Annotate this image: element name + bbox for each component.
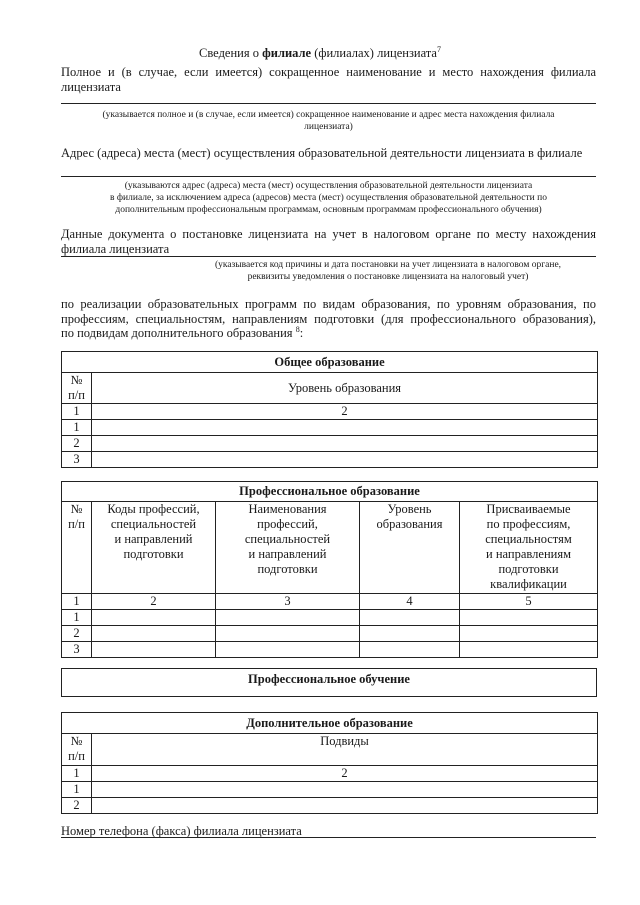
codes-cell[interactable] <box>92 626 216 642</box>
level-cell[interactable] <box>360 610 460 626</box>
table-row <box>62 642 598 658</box>
codes-cell[interactable] <box>92 610 216 626</box>
general-education-title: Общее образование <box>62 352 598 373</box>
header-qualification: Присваиваемые по профессиям, специальностям и направлениям подготовки квалификации <box>460 502 598 594</box>
names-cell[interactable] <box>216 626 360 642</box>
tax-doc-label: Данные документа о постановке лицензиата на учет в налоговом органе по месту нахождения <box>61 227 596 241</box>
qualification-cell[interactable] <box>460 626 598 642</box>
header-subtypes: Подвиды <box>92 734 598 766</box>
num-cell: 3 <box>216 594 360 610</box>
num-cell: 2 <box>92 404 598 420</box>
header-level: Уровень образования <box>92 373 598 404</box>
row-number: 1 <box>62 782 92 798</box>
branch-name-field-line[interactable] <box>61 103 596 104</box>
row-number: 1 <box>62 420 92 436</box>
programs-text-line1: по реализации образовательных программ по видам образования, по уровням образования, по <box>61 297 596 311</box>
header-no: № п/п <box>62 373 92 404</box>
general-education-table <box>61 351 598 468</box>
subtype-cell[interactable] <box>92 782 598 798</box>
header-level: Уровень образования <box>360 502 460 594</box>
level-cell[interactable] <box>360 626 460 642</box>
codes-cell[interactable] <box>92 642 216 658</box>
table-row <box>62 452 598 468</box>
qualification-cell[interactable] <box>460 610 598 626</box>
table-row <box>62 610 598 626</box>
footnote-marker-8: 8 <box>295 324 300 334</box>
header-codes: Коды профессий, специальностей и направлений подготовки <box>92 502 216 594</box>
professional-training-title: Профессиональное обучение <box>62 669 597 697</box>
additional-education-title: Дополнительное образование <box>62 713 598 734</box>
programs-text-line2: профессиям, специальностям, направлениям подготовки (для профессионального образования), <box>61 312 596 326</box>
num-cell: 1 <box>62 594 92 610</box>
additional-education-table <box>61 712 598 814</box>
phone-label: Номер телефона (факса) филиала лицензиата <box>61 824 302 838</box>
address-label: Адрес (адреса) места (мест) осуществления образовательной деятельности лицензиата в филиале <box>61 146 583 160</box>
num-cell: 1 <box>62 766 92 782</box>
branch-name-label-cont: лицензиата <box>61 80 121 94</box>
row-number: 2 <box>62 798 92 814</box>
row-number: 1 <box>62 610 92 626</box>
num-cell: 5 <box>460 594 598 610</box>
qualification-cell[interactable] <box>460 642 598 658</box>
branch-name-label: Полное и (в случае, если имеется) сокращенное наименование и место нахождения филиала <box>61 65 596 79</box>
level-cell[interactable] <box>92 420 598 436</box>
header-no: № п/п <box>62 502 92 594</box>
professional-education-table <box>61 481 598 658</box>
row-number: 3 <box>62 452 92 468</box>
num-cell: 2 <box>92 766 598 782</box>
names-cell[interactable] <box>216 610 360 626</box>
header-names: Наименования профессий, специальностей и направлений подготовки <box>216 502 360 594</box>
heading-bold: филиале <box>262 46 312 60</box>
table-row <box>62 436 598 452</box>
footnote-marker-7: 7 <box>436 44 441 54</box>
num-cell: 1 <box>62 404 92 420</box>
header-no: № п/п <box>62 734 92 766</box>
num-cell: 4 <box>360 594 460 610</box>
branch-name-hint: (указывается полное и (в случае, если имеется) сокращенное наименование и адрес места нахождения филиала лицензиата) <box>102 110 555 132</box>
names-cell[interactable] <box>216 642 360 658</box>
tax-doc-field-line[interactable] <box>61 256 596 257</box>
row-number: 3 <box>62 642 92 658</box>
address-field-line[interactable] <box>61 176 596 177</box>
table-row <box>62 626 598 642</box>
subtype-cell[interactable] <box>92 798 598 814</box>
page-heading: Сведения о филиале (филиалах) лицензиата$^7$ <box>199 44 441 60</box>
level-cell[interactable] <box>360 642 460 658</box>
num-cell: 2 <box>92 594 216 610</box>
level-cell[interactable] <box>92 436 598 452</box>
professional-education-title: Профессиональное образование <box>62 482 598 502</box>
row-number: 2 <box>62 436 92 452</box>
phone-field-line[interactable] <box>61 837 596 838</box>
level-cell[interactable] <box>92 452 598 468</box>
table-row <box>62 798 598 814</box>
tax-doc-label-cont: филиала лицензиата <box>61 242 170 256</box>
table-row <box>62 782 598 798</box>
row-number: 2 <box>62 626 92 642</box>
professional-training-table <box>61 668 597 697</box>
address-hint: (указываются адрес (адреса) места (мест) осуществления образовательной деятельности лицензиата в филиале, за исключением адреса (адресов) места (мест) осуществления образовательной деятельности по дополнительным профессиональным программам, основным программам профессионального обучения) <box>110 181 547 215</box>
tax-doc-hint: (указывается код причины и дата постановки на учет лицензиата в налоговом органе, реквизиты уведомления о постановке лицензиата на налоговый учет) <box>214 260 562 282</box>
table-row <box>62 420 598 436</box>
programs-text-line3: по подвидам дополнительного образования $^8$: <box>61 324 304 340</box>
